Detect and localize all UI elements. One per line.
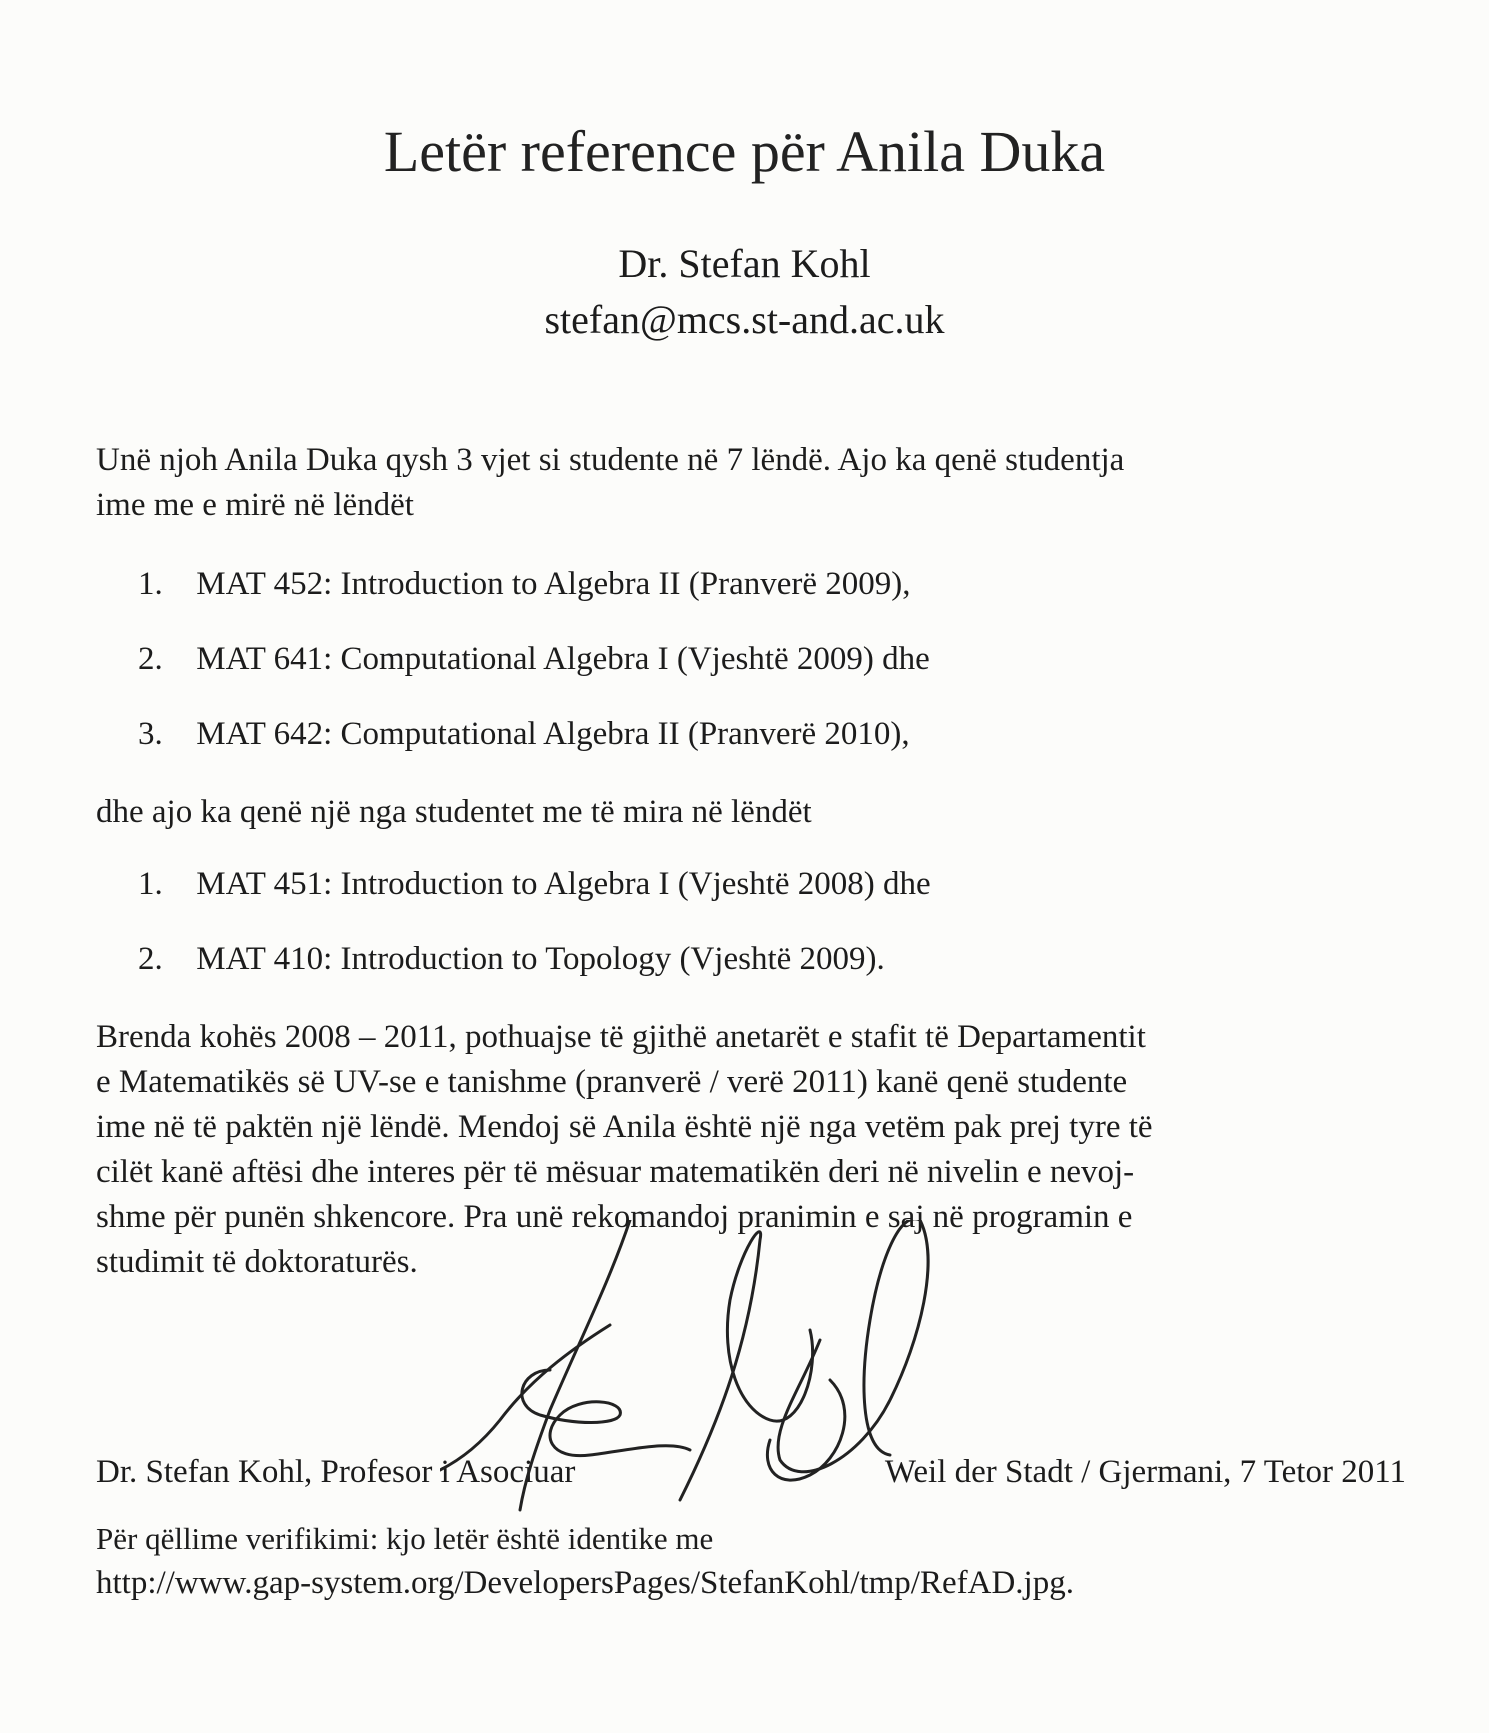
course-text: MAT 641: Computational Algebra I (Vjeshtë 2009) dhe <box>196 641 930 677</box>
body-line: e Matematikës së UV-se e tanishme (pranverë / verë 2011) kanë qenë studente <box>96 1064 1128 1100</box>
list-number: 3. <box>138 716 163 752</box>
course-text: MAT 452: Introduction to Algebra II (Pranverë 2009), <box>196 566 911 602</box>
verification-text: Për qëllime verifikimi: kjo letër është identike me <box>96 1521 714 1556</box>
list-number: 1. <box>138 866 163 902</box>
list-number: 1. <box>138 566 163 602</box>
list-number: 2. <box>138 641 163 677</box>
middle-paragraph: dhe ajo ka qenë një nga studentet me të mira në lëndët <box>96 794 812 830</box>
list-item <box>138 862 931 937</box>
body-line: studimit të doktoraturës. <box>96 1244 418 1280</box>
author-name: Dr. Stefan Kohl <box>618 241 871 286</box>
intro-line: Unë njoh Anila Duka qysh 3 vjet si studente në 7 lëndë. Ajo ka qenë studentja <box>96 442 1125 478</box>
body-line: cilët kanë aftësi dhe interes për të mësuar matematikën deri në nivelin e nevoj- <box>96 1154 1135 1190</box>
list-number: 2. <box>138 941 163 977</box>
list-item <box>138 937 931 1012</box>
verification-url: http://www.gap-system.org/DevelopersPages/StefanKohl/tmp/RefAD.jpg. <box>96 1565 1074 1601</box>
letter-title: Letër reference për Anila Duka <box>383 119 1106 184</box>
list-item <box>138 637 930 712</box>
best-courses-list <box>138 562 930 787</box>
course-text: MAT 451: Introduction to Algebra I (Vjeshtë 2008) dhe <box>196 866 931 902</box>
course-text: MAT 410: Introduction to Topology (Vjeshtë 2009). <box>196 941 885 977</box>
handwritten-signature <box>440 1220 1000 1520</box>
author-email: stefan@mcs.st-and.ac.uk <box>544 297 945 342</box>
body-line: ime në të paktën një lëndë. Mendoj së Anila është një nga vetëm pak prej tyre të <box>96 1109 1153 1145</box>
signoff-name: Dr. Stefan Kohl, Profesor i Asociuar <box>96 1454 576 1490</box>
body-line: shme për punën shkencore. Pra unë rekomandoj pranimin e saj në programin e <box>96 1199 1133 1235</box>
intro-paragraph <box>96 438 1406 528</box>
course-text: MAT 642: Computational Algebra II (Pranverë 2010), <box>196 716 910 752</box>
signoff-place-date: Weil der Stadt / Gjermani, 7 Tetor 2011 <box>884 1454 1406 1490</box>
intro-line: ime me e mirë në lëndët <box>96 487 414 523</box>
list-item <box>138 562 930 637</box>
body-line: Brenda kohës 2008 – 2011, pothuajse të gjithë anetarët e stafit të Departamentit <box>96 1019 1146 1055</box>
list-item <box>138 712 930 787</box>
good-courses-list <box>138 862 931 1012</box>
